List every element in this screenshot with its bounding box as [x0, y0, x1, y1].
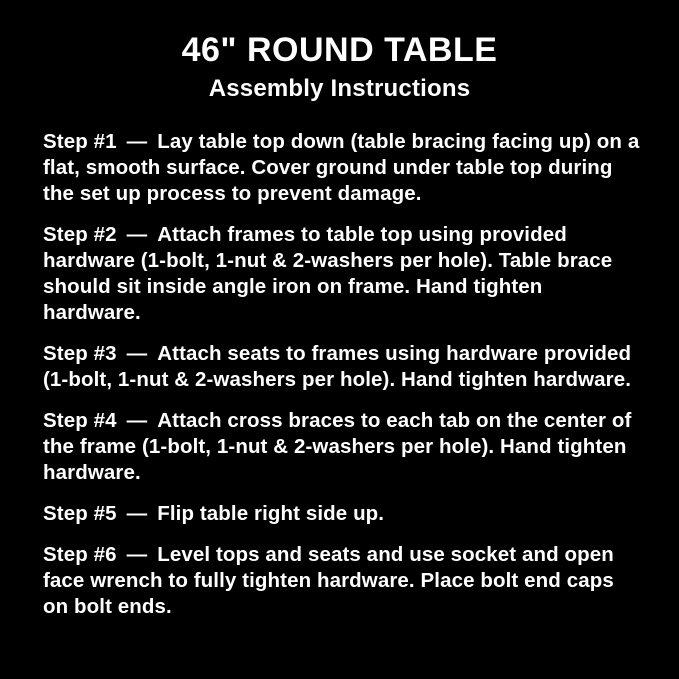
page-title: 46" ROUND TABLE: [181, 31, 498, 69]
step-5-dash: —: [126, 501, 148, 525]
step-6-text: Level tops and seats and use socket and open face wrench to fully tighten hardware. Place bolt end caps on bolt ends.: [43, 542, 614, 618]
step-3-text: Attach seats to frames using hardware provided (1-bolt, 1-nut & 2-washers per hole). Hand tighten hardware.: [43, 341, 632, 391]
steps-list: [43, 129, 641, 620]
step-6: [43, 542, 641, 620]
step-2: [43, 222, 641, 326]
step-5-text: Flip table right side up.: [157, 501, 385, 525]
page-subtitle: Assembly Instructions: [208, 74, 471, 102]
step-2-text: Attach frames to table top using provided hardware (1-bolt, 1-nut & 2-washers per hole). Table brace should sit inside angle iron on frame. Hand tighten hardware.: [43, 222, 613, 324]
step-2-dash: —: [126, 222, 148, 246]
step-2-label: Step #2: [43, 222, 117, 246]
header: [43, 30, 636, 104]
step-6-label: Step #6: [43, 542, 117, 566]
step-1: [43, 129, 641, 207]
step-1-dash: —: [126, 129, 148, 153]
step-5: [43, 501, 641, 527]
step-4: [43, 408, 641, 486]
step-4-text: Attach cross braces to each tab on the center of the frame (1-bolt, 1-nut & 2-washers per hole). Hand tighten hardware.: [43, 408, 632, 484]
step-6-dash: —: [126, 542, 148, 566]
step-4-label: Step #4: [43, 408, 117, 432]
step-3-dash: —: [126, 341, 148, 365]
step-1-label: Step #1: [43, 129, 117, 153]
step-3: [43, 341, 641, 393]
step-3-label: Step #3: [43, 341, 117, 365]
step-5-label: Step #5: [43, 501, 117, 525]
step-1-text: Lay table top down (table bracing facing up) on a flat, smooth surface. Cover ground under table top during the set up process to prevent damage.: [43, 129, 640, 205]
step-4-dash: —: [126, 408, 148, 432]
